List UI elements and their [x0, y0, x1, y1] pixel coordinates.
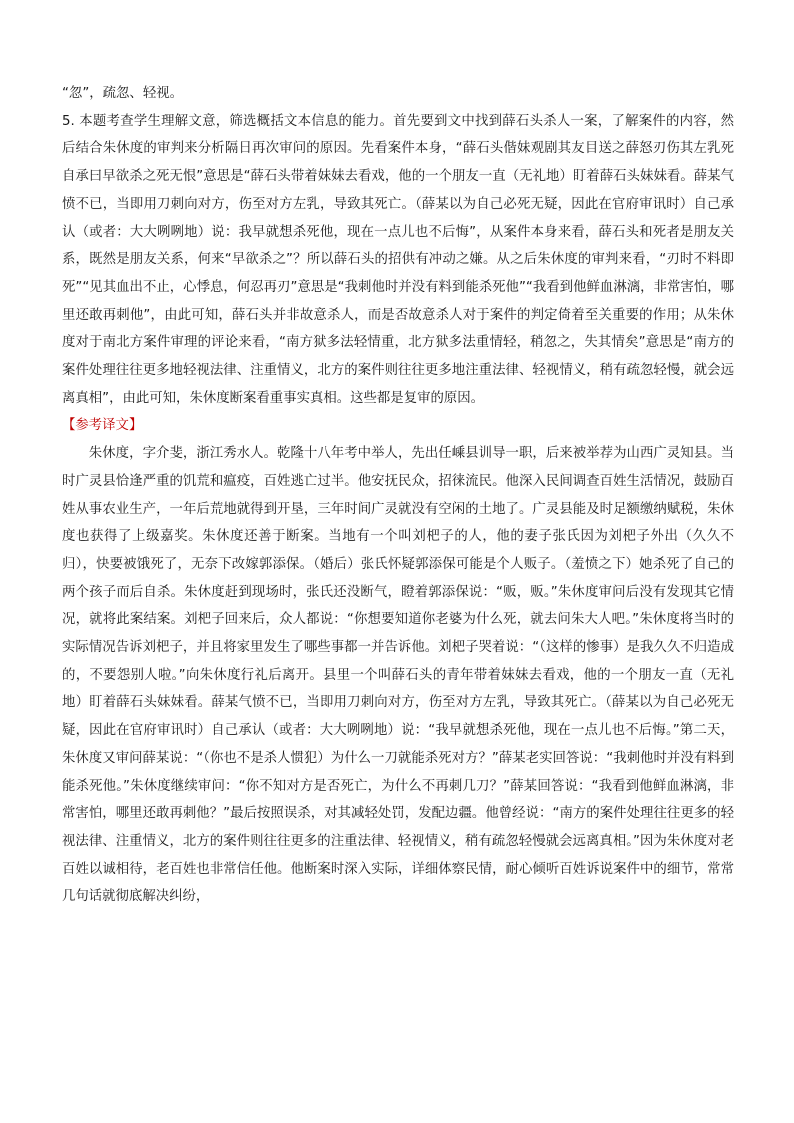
answer-analysis-paragraph: 5. 本题考查学生理解文意，筛选概括文本信息的能力。首先要到文中找到薛石头杀人一案，了解案件的内容，然后结合朱休度的审判来分析隔日再次审问的原因。先看案件本身，“薛石头偕妹观剧其友目送之薛怒刃伤其左乳死自承曰早欲杀之死无恨”意思是“薛石头带着妹妹去看戏，他的一个朋友一直（无礼地）盯着薛石头妹妹看。薛某气愤不已，当即用刀刺向对方，伤至对方左乳，导致其死亡。（薛某以为自己必死无疑，因此在官府审讯时）自己承认（或者：大大咧咧地）说：我早就想杀死他，现在一点儿也不后悔”，从案件本身来看，薛石头和死者是朋友关系，既然是朋友关系，何来“早欲杀之”？所以薛石头的招供有冲动之嫌。从之后朱休度的审判来看，“刃时不料即死”“见其血出不止，心悸息，何忍再刃”意思是“我刺他时并没有料到能杀死他”“我看到他鲜血淋漓，非常害怕，哪里还敢再刺他”，由此可知，薛石头并非故意杀人，而是否故意杀人对于案件的判定倚着至关重要的作用；从朱休度对于南北方案件审理的评论来看，“南方狱多法轻情重，北方狱多法重情轻，稍忽之，失其情矣”意思是“南方的案件处理往往更多地轻视法律、注重情义，北方的案件则往往更多地注重法律、轻视情义，稍有疏忽轻慢，就会远离真相”，由此可知，朱休度断案看重事实真相。这些都是复审的原因。 [62, 113, 734, 406]
reference-translation-heading: 【参考译文】 [62, 418, 143, 434]
translation-paragraph: 朱休度，字介斐，浙江秀水人。乾隆十八年考中举人，先出任嵊县训导一职，后来被举荐为山西广灵知县。当时广灵县恰逢严重的饥荒和瘟疫，百姓逃亡过半。他安抚民众，招徕流民。他深入民间调查百姓生活情况，鼓励百姓从事农业生产，一年后荒地就得到开垦，三年时间广灵就没有空闲的土地了。广灵县能及时足额缴纳赋税，朱休度也获得了上级嘉奖。朱休度还善于断案。当地有一个叫刘杷子的人，他的妻子张氏因为刘杷子外出（久久不归），快要被饿死了，无奈下改嫁郭添保。（婚后）张氏怀疑郭添保可能是个人贩子。（羞愤之下）她杀死了自己的两个孩子而后自杀。朱休度赶到现场时，张氏还没断气，瞪着郭添保说：“贩，贩。”朱休度审问后没有发现其它情况，就将此案结案。刘杷子回来后，众人都说：“你想要知道你老婆为什么死，就去问朱大人吧。”朱休度将当时的实际情况告诉刘杷子，并且将家里发生了哪些事都一并告诉他。刘杷子哭着说：“（这样的惨事）是我久久不归造成的，不要怨别人啦。”向朱休度行礼后离开。县里一个叫薛石头的青年带着妹妹去看戏，他的一个朋友一直（无礼地）盯着薛石头妹妹看。薛某气愤不已，当即用刀刺向对方，伤至对方左乳，导致其死亡。（薛某以为自己必死无疑，因此在官府审讯时）自己承认（或者：大大咧咧地）说：“我早就想杀死他，现在一点儿也不后悔。”第二天，朱休度又审问薛某说：“（你也不是杀人惯犯）为什么一刀就能杀死对方？”薛某老实回答说：“我刺他时并没有料到能杀死他。”朱休度继续审问：“你不知对方是否死亡，为什么不再刺几刀？”薛某回答说：“我看到他鲜血淋漓，非常害怕，哪里还敢再刺他？”最后按照误杀，对其减轻处罚，发配边疆。他曾经说：“南方的案件处理往往更多的轻视法律、注重情义，北方的案件则往往更多的注重法律、轻视情义，稍有疏忽轻慢就会远离真相。”因为朱休度对老百姓以诚相待，老百姓也非常信任他。他断案时深入实际，详细体察民情，耐心倾听百姓诉说案件中的细节，常常几句话就彻底解决纠纷， [62, 446, 734, 905]
document-page [62, 80, 734, 911]
gloss-line: “忽”，疏忽、轻视。 [62, 86, 183, 101]
